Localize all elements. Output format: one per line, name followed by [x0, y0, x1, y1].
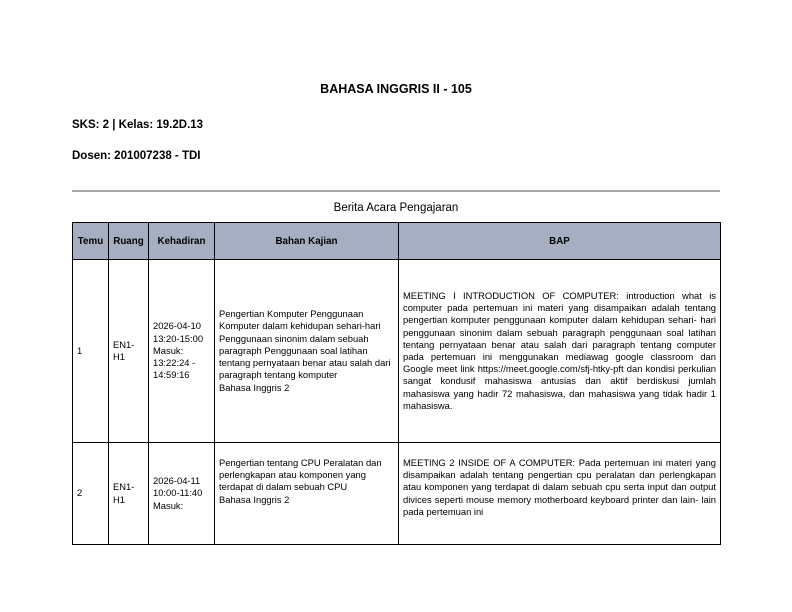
bahan-topik: Pengertian tentang CPU Peralatan dan perlengkapan atau komponen yang terdapat di dalam sebuah CPU: [219, 457, 382, 493]
cell-bap: [399, 443, 721, 545]
cell-bahan-kajian: [215, 260, 399, 443]
cell-ruang: EN1-H1: [109, 443, 149, 545]
kehadiran-masuk: Masuk:: [153, 499, 184, 511]
bahan-matkul: Bahasa Inggris 2: [219, 493, 290, 505]
col-header-temu: Temu: [73, 223, 109, 260]
cell-kehadiran: [149, 260, 215, 443]
dosen-line: Dosen: 201007238 - TDI: [72, 150, 201, 162]
bahan-topik: Pengertian Komputer Penggunaan Komputer dalam kehidupan sehari-hari Penggunaan sinonim dalam sebuah paragraph Penggunaan soal latihan tentang pernyataan benar atau salah dari paragraph tentang komputer: [219, 308, 391, 381]
cell-temu: 2: [73, 443, 109, 545]
table-header-row: [73, 223, 721, 260]
table-row: [73, 260, 721, 443]
table-row: [73, 443, 721, 545]
bahan-matkul: Bahasa Inggris 2: [219, 381, 290, 393]
col-header-bahan-kajian: Bahan Kajian: [215, 223, 399, 260]
divider: [72, 190, 720, 192]
cell-ruang: EN1-H1: [109, 260, 149, 443]
cell-kehadiran: [149, 443, 215, 545]
table-caption: Berita Acara Pengajaran: [333, 202, 459, 214]
document-title: BAHASA INGGRIS II - 105: [320, 82, 472, 96]
col-header-ruang: Ruang: [109, 223, 149, 260]
kehadiran-waktu: 2026-04-10 13:20-15:00: [153, 320, 204, 344]
kehadiran-masuk: Masuk: 13:22:24 - 14:59:16: [153, 344, 196, 381]
cell-bahan-kajian: [215, 443, 399, 545]
cell-bap: MEETING I INTRODUCTION OF COMPUTER: introduction what is computer pada pertemuan ini materi yang disampaikan adalah tentang pengertian komputer penggunaan komputer dalam kehidupan sehari- hari penggunaan sinonim dalam sebuah paragraph penggunaan soal latihan tentang pernyataan benar atau salah dari paragraph tentang computer pada pertemuan ini menggunakan mediawag google classroom dan Google meet link https://meet.google.com/sfj-htky-pft dan kondisi perkulian sangat kondusif mahasiswa antusias dan aktif berdiskusi jumlah mahasiswa yang hadir 72 mahasiswa, dan mahasiswa yang tidak hadir 1 mahasiswa.: [399, 260, 721, 443]
sks-kelas-line: SKS: 2 | Kelas: 19.2D.13: [72, 119, 204, 131]
bap-table: [72, 222, 721, 545]
cell-temu: 1: [73, 260, 109, 443]
bap-text: MEETING 2 INSIDE OF A COMPUTER: Pada pertemuan ini materi yang disampaikan adalah tentang pengertian cpu peralatan dan perlengkapan atau komponen yang terdapat di dalam sebuah cpu serta input dan output divices seperti mouse memory motherboard keyboard printer dan lain- lain pada pertemuan ini: [403, 457, 716, 517]
col-header-bap: BAP: [399, 223, 721, 260]
col-header-kehadiran: Kehadiran: [149, 223, 215, 260]
kehadiran-waktu: 2026-04-11 10:00-11:40: [153, 475, 203, 499]
